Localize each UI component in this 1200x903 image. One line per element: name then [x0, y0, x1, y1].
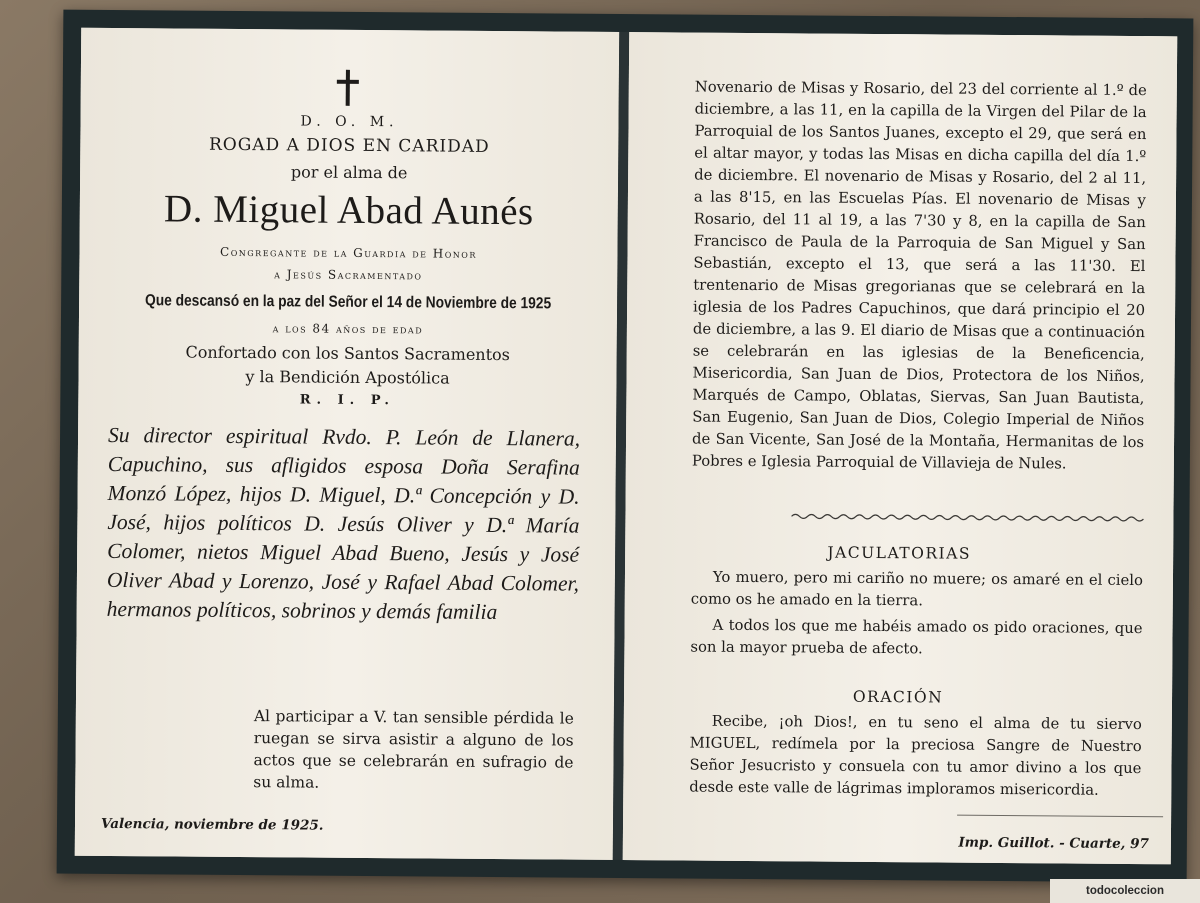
cross-icon	[337, 70, 359, 106]
footer-rule	[957, 815, 1163, 818]
oracion-heading: ORACIÓN	[852, 687, 944, 707]
death-date-line: Que descansó en la paz del Señor el 14 de Noviembre de 1925	[145, 292, 552, 313]
oracion-paragraph: Recibe, ¡oh Dios!, en tu seno el alma de tu siervo MIGUEL, redímela por la preciosa Sangre de Nuestro Señor Jesucristo y consuela con tu amor divino a los que desde este valle de lágrimas imploramos misericordia.	[689, 712, 1142, 799]
dom-heading: D. O. M.	[300, 113, 399, 131]
por-el-alma-line: por el alma de	[290, 162, 408, 183]
bendicion-line: y la Bendición Apostólica	[245, 367, 450, 388]
jaculatoria-1: Yo muero, pero mi cariño no muere; os amaré en el cielo como os he amado en la tierra.	[690, 568, 1144, 610]
confortado-line: Confortado con los Santos Sacramentos	[185, 342, 510, 365]
left-page	[75, 28, 619, 860]
jaculatoria-2: A todos los que me habéis amado os pido oraciones, que son la mayor prueba de afecto.	[690, 616, 1143, 658]
rogad-heading: ROGAD A DIOS EN CARIDAD	[208, 134, 490, 157]
wavy-divider	[791, 511, 1145, 524]
deceased-name: D. Miguel Abad Aunés	[163, 187, 534, 234]
congregante-line: Congregante de la Guardia de Honor	[220, 244, 477, 261]
right-page	[623, 32, 1177, 864]
watermark-logo: todocoleccion	[1050, 879, 1200, 903]
rip-line: R. I. P.	[299, 392, 395, 409]
novenario-paragraph: Novenario de Misas y Rosario, del 23 del corriente al 1.º de diciembre, a las 11, en la capilla de la Virgen del Pilar de la Parroquial de los Santos Juanes, excepto el 29, que será en el altar mayor, y todas las Misas en dicha capilla del día 1.º de diciembre. El novenario de Misas y Rosario, del 2 al 11, a las 8'15, en las Escuelas Pías. El novenario de Misas y Rosario, del 11 al 19, a las 7'30 y 8, en la capilla de San Francisco de Paula de la Parroquia de San Miguel y San Sebastián, excepto el 13, que será a las 11'30. El trentenario de Misas gregorianas que se celebrará en la iglesia de los Padres Capuchinos, que dará principio el 20 de diciembre, a las 9. El diario de Misas que a continuación se celebrarán en las iglesias de la Beneficencia, Misericordia, San Juan de Dios, Protectora de los Niños, Marqués de Campo, Oblatas, Siervas, San Juan Bautista, San Eugenio, San Juan de Dios, Colegio Imperial de Niños de San Vicente, San José de la Montaña, Hermanitas de los Pobres e Iglesia Parroquial de Villavieja de Nules.	[691, 78, 1147, 473]
memorial-card	[57, 10, 1194, 883]
family-paragraph: Su director espiritual Rvdo. P. León de Llanera, Capuchino, sus afligidos esposa Doña Serafina Monzó López, hijos D. Miguel, D.ª Concepción y D. José, hijos políticos D. Jesús Oliver y D.ª María Colomer, nietos Miguel Abad Bueno, Jesús y José Oliver Abad y Lorenzo, José y Rafael Abad Colomer, hermanos políticos, sobrinos y demás familia	[106, 422, 581, 625]
printer-credit: Imp. Guillot. - Cuarte, 97	[958, 834, 1149, 853]
jaculatorias-heading: JACULATORIAS	[827, 543, 972, 563]
place-date-footer: Valencia, noviembre de 1925.	[100, 815, 324, 834]
participation-paragraph: Al participar a V. tan sensible pérdida le ruegan se sirva asistir a alguno de los actos que se celebrarán en sufragio de su alma.	[253, 707, 574, 792]
a-jesus-line: a Jesús Sacramentado	[274, 267, 423, 283]
age-line: a los 84 años de edad	[272, 321, 424, 337]
